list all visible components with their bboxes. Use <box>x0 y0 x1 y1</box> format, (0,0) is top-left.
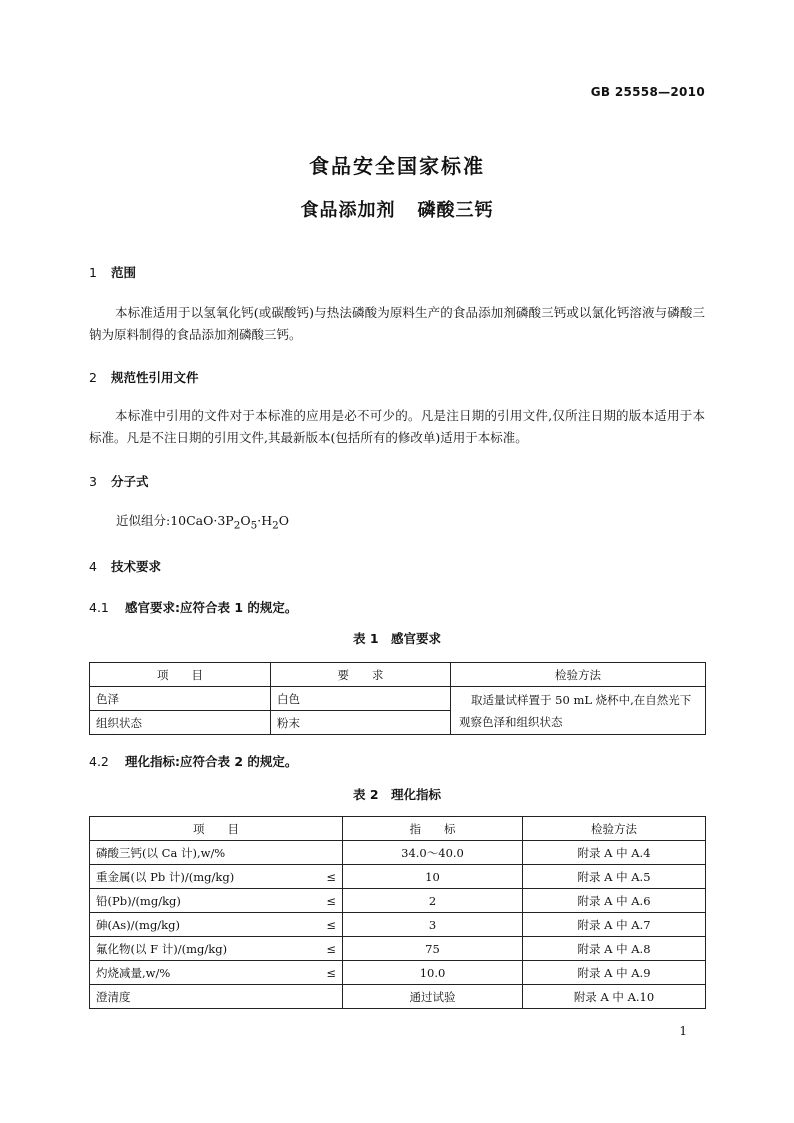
table-cell: 2 <box>343 889 523 913</box>
table-cell <box>90 961 343 985</box>
table-2-caption: 表 2 理化指标 <box>352 787 442 802</box>
table-cell <box>90 913 343 937</box>
section-4-2-heading <box>89 752 297 770</box>
item-label: 氟化物(以 F 计)/(mg/kg) <box>96 941 228 956</box>
table-header-cell: 要 求 <box>271 663 451 687</box>
table-cell <box>90 937 343 961</box>
section-number: 1 <box>89 265 97 280</box>
formula-sub: 5 <box>250 519 258 532</box>
section-number: 4.2 <box>89 754 109 769</box>
table-1-caption: 表 1 感官要求 <box>352 631 442 646</box>
section-2-text: 本标准中引用的文件对于本标准的应用是必不可少的。凡是注日期的引用文件,仅所注日期的版本适用于本标准。凡是不注日期的引用文件,其最新版本(包括所有的修改单)适用于本标准。 <box>89 408 705 445</box>
table-cell: 34.0～40.0 <box>343 841 523 865</box>
item-label: 灼烧减量,w/% <box>96 965 171 980</box>
section-1-heading <box>89 263 136 281</box>
table-cell <box>90 985 343 1009</box>
item-label: 磷酸三钙(以 Ca 计),w/% <box>96 845 226 860</box>
table-row <box>90 841 706 865</box>
comparison-symbol: ≤ <box>326 965 336 980</box>
table-cell: 粉末 <box>271 711 451 735</box>
formula-sub: 2 <box>233 519 241 532</box>
standard-subtitle <box>0 196 794 222</box>
table-row <box>90 985 706 1009</box>
section-number: 3 <box>89 474 97 489</box>
table-row <box>90 961 706 985</box>
section-title: 理化指标:应符合表 2 的规定。 <box>125 754 298 769</box>
table-1 <box>89 662 706 735</box>
table-cell-method: 取适量试样置于 50 mL 烧杯中,在自然光下观察色泽和组织状态 <box>451 687 706 735</box>
table-cell <box>90 889 343 913</box>
section-title: 感官要求:应符合表 1 的规定。 <box>125 600 298 615</box>
table-cell: 3 <box>343 913 523 937</box>
standard-title: 食品安全国家标准 <box>309 154 485 178</box>
table-row <box>90 687 706 711</box>
table-cell: 附录 A 中 A.4 <box>523 841 706 865</box>
formula-part: ·H <box>257 513 273 528</box>
comparison-symbol: ≤ <box>326 917 336 932</box>
table-cell: 10.0 <box>343 961 523 985</box>
item-label: 重金属(以 Pb 计)/(mg/kg) <box>96 869 235 884</box>
table-cell: 10 <box>343 865 523 889</box>
section-title: 技术要求 <box>111 559 162 574</box>
table-header-cell: 项 目 <box>90 663 271 687</box>
table-row <box>90 889 706 913</box>
section-number: 4 <box>89 559 97 574</box>
table-header-row <box>90 663 706 687</box>
section-title: 范围 <box>111 265 137 280</box>
section-2-heading <box>89 368 199 386</box>
section-4-1-heading <box>89 598 297 616</box>
molecular-formula <box>116 511 289 532</box>
subtitle-part-a: 食品添加剂 <box>300 200 396 221</box>
table-row <box>90 937 706 961</box>
formula-part: O <box>278 513 289 528</box>
section-number: 4.1 <box>89 600 109 615</box>
formula-sub: 2 <box>272 519 279 532</box>
section-title: 分子式 <box>111 474 149 489</box>
table-cell <box>90 865 343 889</box>
section-number: 2 <box>89 370 97 385</box>
document-code: GB 25558—2010 <box>590 85 705 99</box>
table-header-cell: 检验方法 <box>523 817 706 841</box>
table-cell: 附录 A 中 A.9 <box>523 961 706 985</box>
table-cell: 色泽 <box>90 687 271 711</box>
table-cell: 附录 A 中 A.7 <box>523 913 706 937</box>
table-cell: 组织状态 <box>90 711 271 735</box>
table-row <box>90 913 706 937</box>
table-cell: 附录 A 中 A.8 <box>523 937 706 961</box>
section-3-heading <box>89 472 149 490</box>
item-label: 铅(Pb)/(mg/kg) <box>96 893 181 908</box>
item-label: 澄清度 <box>96 989 131 1004</box>
page-number: 1 <box>679 1024 687 1038</box>
subtitle-part-b: 磷酸三钙 <box>417 200 494 221</box>
section-1-text: 本标准适用于以氢氧化钙(或碳酸钙)与热法磷酸为原料生产的食品添加剂磷酸三钙或以氯化钙溶液与磷酸三钠为原料制得的食品添加剂磷酸三钙。 <box>89 305 705 342</box>
table-row <box>90 865 706 889</box>
table-cell: 白色 <box>271 687 451 711</box>
comparison-symbol: ≤ <box>326 941 336 956</box>
table-header-row <box>90 817 706 841</box>
formula-part: O <box>240 513 251 528</box>
table-header-cell: 项 目 <box>90 817 343 841</box>
comparison-symbol: ≤ <box>326 893 336 908</box>
table-cell: 75 <box>343 937 523 961</box>
table-cell: 附录 A 中 A.10 <box>523 985 706 1009</box>
table-cell: 附录 A 中 A.5 <box>523 865 706 889</box>
formula-label: 近似组分:10CaO·3P <box>116 513 234 528</box>
table-header-cell: 检验方法 <box>451 663 706 687</box>
table-2 <box>89 816 706 1009</box>
section-4-heading <box>89 557 161 575</box>
table-cell <box>90 841 343 865</box>
item-label: 砷(As)/(mg/kg) <box>96 917 180 932</box>
table-header-cell: 指 标 <box>343 817 523 841</box>
table-cell: 通过试验 <box>343 985 523 1009</box>
section-title: 规范性引用文件 <box>111 370 199 385</box>
comparison-symbol: ≤ <box>326 869 336 884</box>
table-cell: 附录 A 中 A.6 <box>523 889 706 913</box>
